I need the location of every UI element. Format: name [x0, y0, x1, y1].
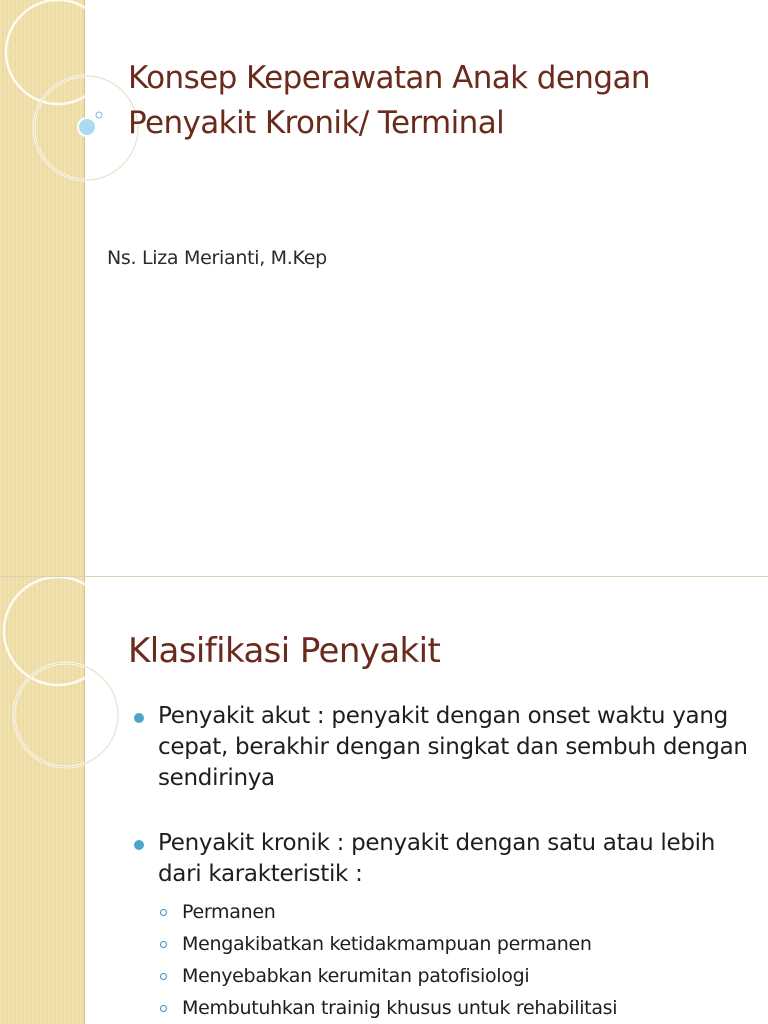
slide-title-line-1: Konsep Keperawatan Anak dengan [128, 60, 650, 96]
slide-title-line-2: Penyakit Kronik/ Terminal [128, 105, 505, 141]
sub-bullet-text: Permanen [182, 901, 276, 923]
circle-bullet-icon [160, 1005, 167, 1012]
sub-bullet-item [158, 928, 750, 960]
sub-bullet-text: Membutuhkan trainig khusus untuk rehabilitasi [182, 997, 618, 1019]
bullet-item-chronic [130, 828, 750, 1024]
bullet-list [130, 701, 750, 1024]
circle-bullet-icon [160, 941, 167, 948]
circle-bullet-icon [160, 909, 167, 916]
bullet-text: Penyakit akut : penyakit dengan onset waktu yang cepat, berakhir dengan singkat dan sembuh dengan sendirinya [158, 703, 748, 791]
slide-title [128, 56, 650, 146]
slide-title: Klasifikasi Penyakit [128, 631, 441, 671]
bullet-text: Penyakit kronik : penyakit dengan satu atau lebih dari karakteristik : [158, 830, 715, 887]
sub-bullet-text: Mengakibatkan ketidakmampuan permanen [182, 933, 592, 955]
sub-bullet-item [158, 896, 750, 928]
bullet-dot-icon [134, 840, 144, 850]
sub-bullet-item [158, 992, 750, 1024]
sub-bullet-list [158, 896, 750, 1024]
circle-bullet-icon [160, 973, 167, 980]
sub-bullet-text: Menyebabkan kerumitan patofisiologi [182, 965, 530, 987]
slide-2 [0, 577, 768, 1024]
author-name: Ns. Liza Merianti, M.Kep [107, 247, 327, 269]
sub-bullet-item [158, 960, 750, 992]
bullet-dot-icon [134, 713, 144, 723]
bullet-item-acute [130, 701, 750, 794]
